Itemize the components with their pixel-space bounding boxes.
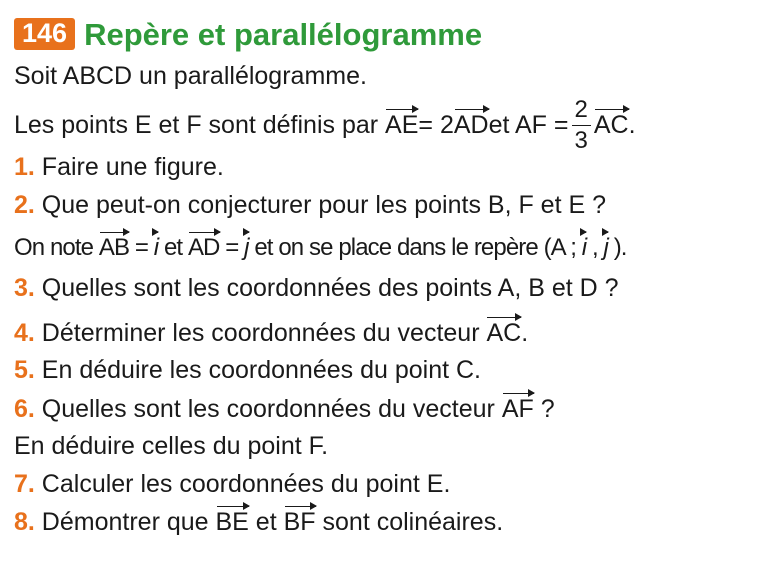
fraction-numerator: 2 [572, 98, 591, 126]
vector-AD: AD [453, 110, 489, 139]
vector-AC: AC [593, 110, 629, 139]
question-end: ? [533, 395, 555, 423]
vector-j-frame: j [603, 234, 608, 261]
question-6-continuation: En déduire celles du point F. [14, 432, 329, 460]
question-number: 5. [14, 356, 35, 384]
question-1 [14, 155, 224, 180]
question-number: 1. [14, 153, 35, 181]
basis-text-3: et [158, 234, 188, 261]
vector-i: i [153, 234, 159, 261]
question-text: Quelles sont les coordonnées du vecteur [34, 395, 502, 423]
question-2 [14, 193, 606, 218]
question-8 [14, 510, 503, 535]
question-number: 2. [14, 191, 35, 219]
fraction-two-thirds [572, 95, 591, 154]
vector-AD: AD [187, 234, 220, 261]
question-3 [14, 276, 619, 301]
basis-line [14, 236, 627, 260]
question-number: 7. [14, 470, 35, 498]
question-text: Déterminer les coordonnées du vecteur [34, 319, 487, 347]
vector-j: j [244, 234, 249, 261]
question-text: Calculer les coordonnées du point E. [34, 470, 451, 498]
basis-text-1: On note [14, 234, 99, 261]
question-end: sont colinéaires. [315, 508, 504, 536]
question-end: . [521, 319, 529, 347]
vector-AC: AC [486, 319, 522, 347]
vector-AF: AF [501, 395, 534, 423]
question-mid: et [248, 508, 284, 536]
basis-text-5: et on se place dans le repère (A ; [248, 234, 582, 261]
question-4 [14, 321, 528, 346]
exercise-title: Repère et parallélogramme [84, 16, 483, 52]
exercise-number-badge: 146 [14, 18, 75, 50]
question-7 [14, 472, 450, 497]
question-text: En déduire les coordonnées du point C. [34, 356, 481, 384]
vector-AE: AE [385, 110, 419, 139]
intro-line: Soit ABCD un parallélogramme. [14, 62, 367, 90]
question-text: Démontrer que [34, 508, 216, 536]
question-number: 3. [14, 274, 35, 302]
basis-text-2: = [129, 234, 154, 261]
question-number: 6. [14, 395, 35, 423]
question-text: Quelles sont les coordonnées des points A, B et D ? [34, 274, 619, 302]
vector-BF: BF [283, 508, 316, 536]
definition-text-3: et AF = [488, 110, 569, 139]
vector-i-frame: i [581, 234, 587, 261]
vector-AB: AB [98, 234, 130, 261]
question-text: Faire une figure. [34, 153, 224, 181]
question-5 [14, 358, 481, 383]
definition-text-1: Les points E et F sont définis par [14, 110, 379, 139]
question-number: 4. [14, 319, 35, 347]
question-text: Que peut-on conjecturer pour les points B, F et E ? [34, 191, 607, 219]
fraction-denominator: 3 [574, 126, 588, 154]
basis-text-4: = [219, 234, 245, 261]
definition-line [14, 95, 636, 154]
definition-text-4: . [628, 110, 636, 139]
exercise-header [14, 15, 482, 53]
definition-text-2: = 2 [418, 110, 454, 139]
basis-text-6: , [586, 234, 604, 261]
question-6 [14, 397, 555, 422]
question-number: 8. [14, 508, 35, 536]
basis-text-7: ). [607, 234, 627, 261]
vector-BE: BE [215, 508, 249, 536]
